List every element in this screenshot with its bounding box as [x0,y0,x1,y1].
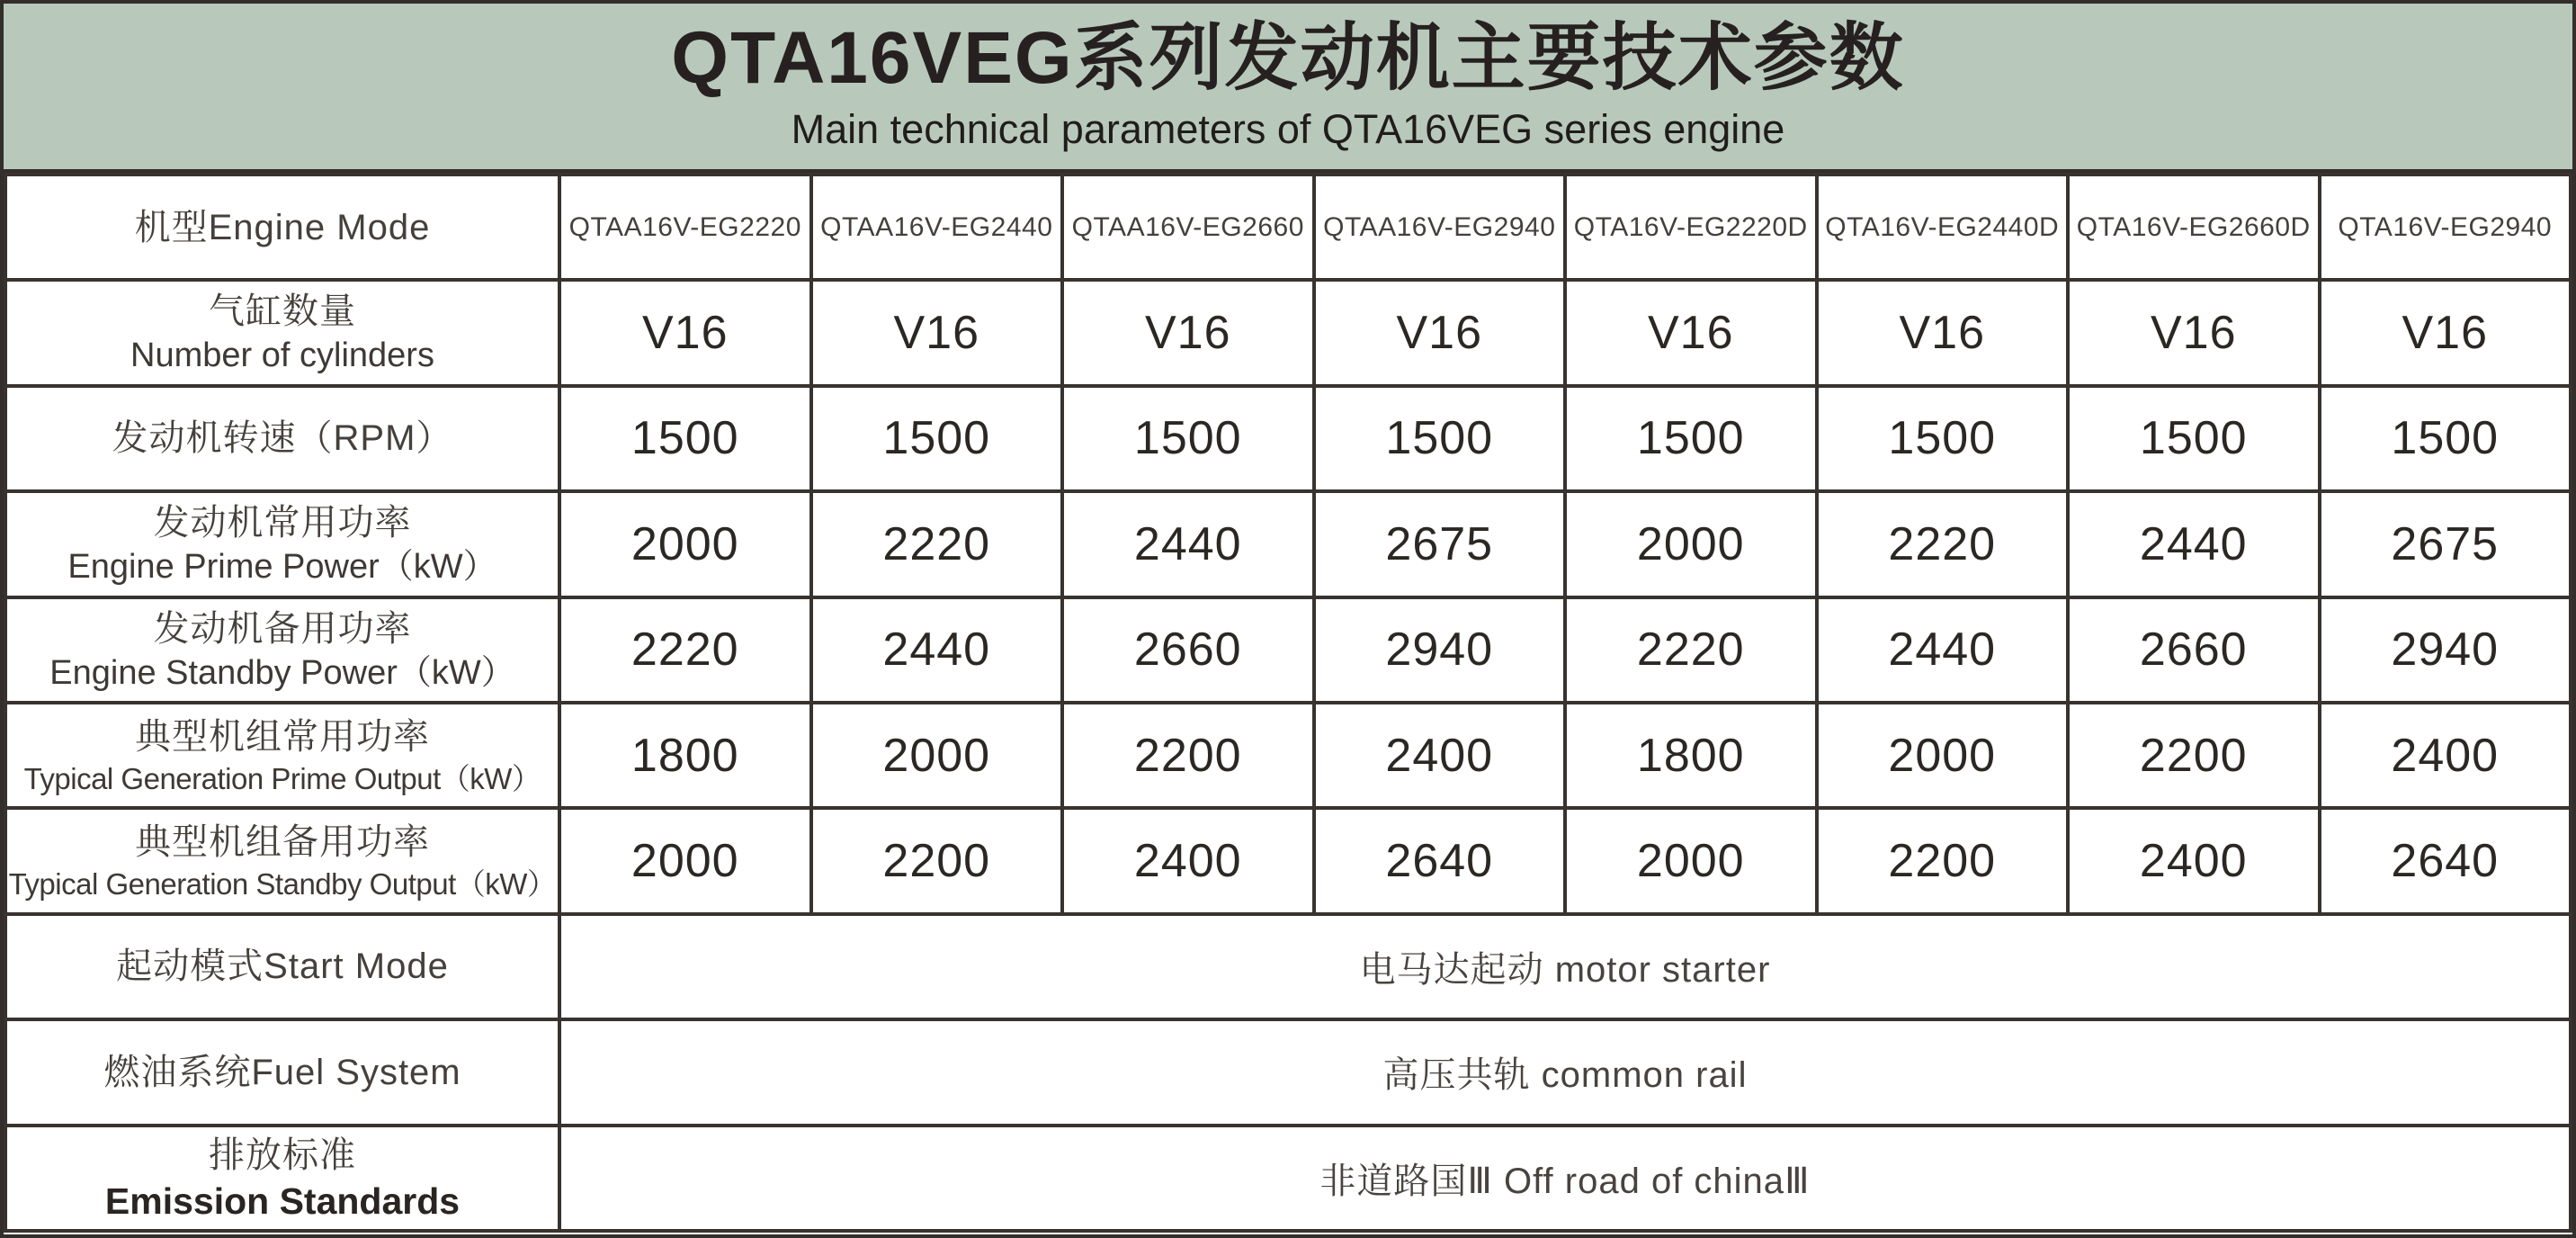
value-cell: 2000 [559,491,811,597]
model-header-cell: QTAA16V-EG2940 [1314,175,1566,280]
page-title: QTA16VEG系列发动机主要技术参数 [671,16,1905,99]
value-cell: 1500 [559,386,811,491]
row-label-en: Number of cylinders [130,336,434,375]
value-cell: 2200 [811,808,1063,913]
value-cell: 2000 [811,703,1063,808]
row-label-zh: 典型机组常用功率 [135,717,430,758]
merged-value-cell-start-mode: 电马达起动 motor starter [559,914,2571,1019]
value-cell: V16 [1565,280,1817,385]
table-row-gen-standby-output [5,808,2571,913]
value-cell: 2000 [559,808,811,913]
row-label-cylinders [5,280,559,385]
value-cell: 1500 [1817,386,2069,491]
value-cell: 1800 [559,703,811,808]
value-cell: 2400 [2320,703,2572,808]
merged-value-cell-emission: 非道路国Ⅲ Off road of chinaⅢ [559,1126,2571,1231]
table-row-rpm [5,386,2571,491]
row-label-zh: 发动机备用功率 [153,608,412,649]
row-label-zh: 起动模式Start Mode [116,946,449,987]
row-label-zh: 典型机组备用功率 [135,822,430,863]
row-label-prime-power [5,491,559,597]
row-label-en: Emission Standards [104,1180,461,1222]
page-subtitle: Main technical parameters of QTA16VEG series engine [791,106,1785,153]
model-header-cell: QTAA16V-EG2440 [811,175,1063,280]
table-row-fuel-system [5,1019,2571,1125]
table-row-engine-mode [5,175,2571,280]
value-cell: 2675 [2320,491,2572,597]
value-cell: 2640 [1314,808,1566,913]
value-cell: 2000 [1565,808,1817,913]
row-label-en: Typical Generation Prime Output（kW） [23,762,541,796]
row-label-en: Typical Generation Standby Output（kW） [8,867,557,902]
table-row-cylinders [5,280,2571,385]
model-header-cell: QTA16V-EG2940 [2320,175,2572,280]
row-label-standby-power [5,597,559,703]
value-cell: 1500 [1565,386,1817,491]
table-row-gen-prime-output [5,703,2571,808]
value-cell: V16 [811,280,1063,385]
value-cell: 2440 [811,597,1063,703]
spec-table [4,173,2572,1233]
table-row-prime-power [5,491,2571,597]
value-cell: 1500 [2068,386,2320,491]
value-cell: V16 [559,280,811,385]
value-cell: 1800 [1565,703,1817,808]
value-cell: V16 [1817,280,2069,385]
value-cell: 2640 [2320,808,2572,913]
value-cell: 1500 [811,386,1063,491]
value-cell: V16 [2068,280,2320,385]
value-cell: 2220 [1817,491,2069,597]
value-cell: 2000 [1817,703,2069,808]
value-cell: 2440 [1062,491,1314,597]
value-cell: 2440 [1817,597,2069,703]
value-cell: 2400 [2068,808,2320,913]
value-cell: 2940 [2320,597,2572,703]
title-band [4,4,2572,173]
row-label-zh: 燃油系统Fuel System [103,1052,461,1092]
value-cell: 2675 [1314,491,1566,597]
value-cell: 2940 [1314,597,1566,703]
value-cell: V16 [2320,280,2572,385]
row-label-en: Engine Prime Power（kW） [67,548,497,587]
value-cell: 2200 [2068,703,2320,808]
table-row-standby-power [5,597,2571,703]
value-cell: 2660 [2068,597,2320,703]
model-header-cell: QTAA16V-EG2220 [559,175,811,280]
model-header-cell: QTA16V-EG2220D [1565,175,1817,280]
value-cell: 2220 [1565,597,1817,703]
row-label-emission-standards [5,1126,559,1231]
row-label-fuel-system [5,1019,559,1125]
value-cell: 1500 [1062,386,1314,491]
value-cell: 1500 [1314,386,1566,491]
row-label-zh: 气缸数量 [209,292,356,332]
value-cell: 2440 [2068,491,2320,597]
value-cell: 2000 [1565,491,1817,597]
row-label-text: 机型Engine Mode [134,207,431,247]
merged-value-cell-fuel-system: 高压共轨 common rail [559,1019,2571,1125]
row-label-engine-mode [5,175,559,280]
value-cell: 2220 [811,491,1063,597]
row-label-rpm [5,386,559,491]
row-label-gen-prime-output [5,703,559,808]
value-cell: 2660 [1062,597,1314,703]
row-label-gen-standby-output [5,808,559,913]
row-label-start-mode [5,914,559,1019]
row-label-zh: 发动机转速（RPM） [112,418,453,459]
value-cell: 2400 [1314,703,1566,808]
row-label-zh: 发动机常用功率 [153,503,412,543]
value-cell: V16 [1314,280,1566,385]
row-label-en: Engine Standby Power（kW） [49,653,515,692]
model-header-cell: QTA16V-EG2660D [2068,175,2320,280]
value-cell: 2400 [1062,808,1314,913]
value-cell: 2220 [559,597,811,703]
table-row-emission-standards [5,1126,2571,1231]
value-cell: 2200 [1062,703,1314,808]
model-header-cell: QTA16V-EG2440D [1817,175,2069,280]
value-cell: V16 [1062,280,1314,385]
value-cell: 2200 [1817,808,2069,913]
model-header-cell: QTAA16V-EG2660 [1062,175,1314,280]
row-label-zh: 排放标准 [209,1135,356,1175]
value-cell: 1500 [2320,386,2572,491]
table-row-start-mode [5,914,2571,1019]
